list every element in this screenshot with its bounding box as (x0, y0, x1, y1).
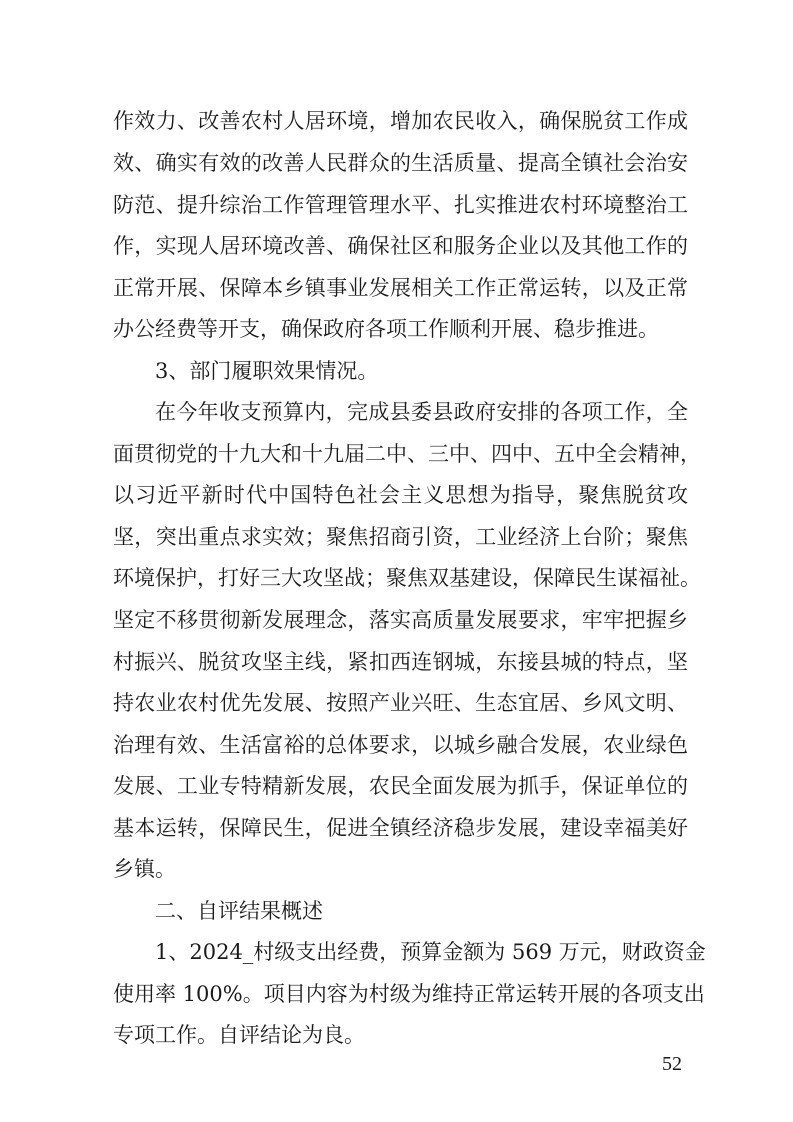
text-line: 持农业农村优先发展、按照产业兴旺、生态宜居、乡风文明、 (113, 691, 688, 715)
text-line: 发展、工业专特精新发展，农民全面发展为抓手，保证单位的 (113, 774, 688, 798)
text-line: 基本运转，保障民生，促进全镇经济稳步发展，建设幸福美好 (113, 816, 688, 840)
text-line: 以习近平新时代中国特色社会主义思想为指导，聚焦脱贫攻 (113, 483, 688, 507)
text-line: 在今年收支预算内，完成县委县政府安排的各项工作，全 (155, 400, 688, 424)
text-line: 作，实现人居环境改善、确保社区和服务企业以及其他工作的 (113, 234, 688, 258)
text-line: 防范、提升综治工作管理管理水平、扎实推进农村环境整治工 (113, 193, 688, 217)
text-line: 面贯彻党的十九大和十九届二中、三中、四中、五中全会精神， (113, 442, 701, 466)
text-line: 环境保护，打好三大攻坚战；聚焦双基建设，保障民生谋福祉。 (113, 566, 701, 590)
text-line: 乡镇。 (113, 857, 176, 881)
text-line: 专项工作。自评结论为良。 (113, 1023, 365, 1047)
text-line: 坚定不移贯彻新发展理念，落实高质量发展要求，牢牢把握乡 (113, 608, 688, 632)
text-line: 正常开展、保障本乡镇事业发展相关工作正常运转，以及正常 (113, 276, 688, 300)
section-heading: 二、自评结果概述 (155, 899, 323, 923)
text-line: 坚，突出重点求实效；聚焦招商引资，工业经济上台阶；聚焦 (113, 525, 688, 549)
text-line: 村振兴、脱贫攻坚主线，紧扣西连钢城，东接县城的特点，坚 (113, 650, 688, 674)
page-number: 52 (662, 1053, 682, 1075)
text-line: 1、2024_村级支出经费，预算金额为 569 万元，财政资金 (155, 940, 706, 964)
section-heading: 3、部门履职效果情况。 (155, 359, 379, 383)
text-line: 办公经费等开支，确保政府各项工作顺利开展、稳步推进。 (113, 317, 659, 341)
text-line: 效、确实有效的改善人民群众的生活质量、提高全镇社会治安 (113, 151, 688, 175)
text-line: 作效力、改善农村人居环境，增加农民收入，确保脱贫工作成 (113, 109, 688, 133)
text-line: 治理有效、生活富裕的总体要求，以城乡融合发展，农业绿色 (113, 733, 688, 757)
text-line: 使用率 100%。项目内容为村级为维持正常运转开展的各项支出 (113, 982, 705, 1006)
